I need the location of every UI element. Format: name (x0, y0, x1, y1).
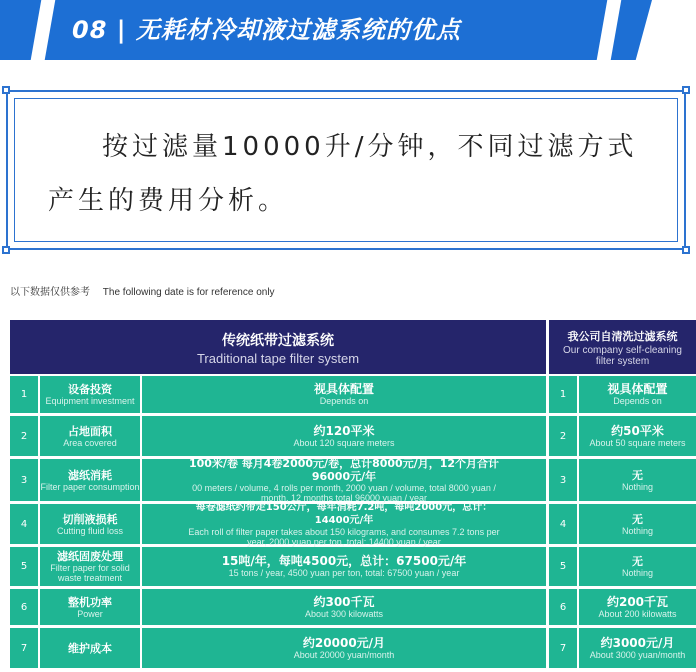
table-row (10, 416, 696, 456)
traditional-value-en: About 20000 yuan/month (293, 649, 395, 660)
row-number: 5 (10, 547, 38, 586)
item-cell (40, 416, 140, 456)
header-company-system (549, 320, 696, 374)
section-banner (0, 0, 696, 60)
company-value-cn: 约3000元/月 (600, 635, 675, 650)
row-number-right: 3 (549, 459, 577, 501)
item-en: Cutting fluid loss (56, 525, 124, 536)
row-number-right: 2 (549, 416, 577, 456)
row-number-right: 6 (549, 589, 577, 625)
company-value-cn: 约50平米 (611, 423, 664, 438)
traditional-value-cn: 15吨/年，每吨4500元，总计：67500元/年 (221, 554, 467, 568)
company-value-cn: 无 (632, 512, 643, 526)
company-value-en: Depends on (613, 396, 662, 406)
traditional-value-cell (142, 416, 546, 456)
header-right-en: Our company self-cleaning filter system (563, 345, 682, 367)
header-right-cn: 我公司自清洗过滤系统 (567, 330, 678, 343)
item-cn: 设备投资 (68, 383, 112, 396)
reference-note (10, 283, 285, 298)
row-number: 6 (10, 589, 38, 625)
row-number-right: 7 (549, 628, 577, 668)
company-value-cn: 无 (632, 555, 643, 568)
traditional-value-cn: 约120平米 (313, 423, 375, 438)
row-number-right: 5 (549, 547, 577, 586)
traditional-value-cell (142, 376, 546, 413)
traditional-value-en: Depends on (319, 396, 369, 406)
company-value-cn: 视具体配置 (607, 382, 668, 396)
reference-note-cn: 以下数据仅供参考 (10, 287, 90, 298)
row-number: 3 (10, 459, 38, 501)
traditional-value-cell (142, 502, 546, 547)
item-cn: 占地面积 (68, 424, 112, 438)
company-value-cell (579, 376, 696, 413)
traditional-value-cell (142, 459, 546, 501)
intro-box (6, 90, 686, 250)
company-value-en: Nothing (621, 525, 654, 536)
cost-comparison-table (10, 320, 696, 670)
traditional-value-cn: 约20000元/月 (302, 635, 386, 650)
table-row (10, 502, 696, 547)
traditional-value-en: 00 meters / volume, 4 rolls per month, 2000 yuan / volume, total 8000 yuan / month, 12 months total 96000 yuan / year (192, 483, 496, 503)
corner-marker-top-right (682, 86, 690, 94)
item-cn: 滤纸固废处理 (57, 550, 123, 563)
table-row (10, 376, 696, 413)
traditional-value-cell (142, 628, 546, 668)
company-value-en: About 200 kilowatts (598, 608, 677, 619)
item-cn: 滤纸消耗 (68, 468, 112, 482)
company-value-cn: 约200千瓦 (606, 594, 669, 609)
intro-text: 按过滤量10000升/分钟，不同过滤方式产生的费用分析。 (48, 132, 638, 216)
item-cell (40, 459, 140, 501)
company-value-cell (579, 547, 696, 586)
company-value-cell (579, 504, 696, 544)
item-en: Area covered (63, 437, 117, 448)
item-cell (40, 504, 140, 544)
item-cn: 切削液损耗 (62, 512, 118, 526)
header-left-cn: 传统纸带过滤系统 (222, 333, 334, 349)
traditional-value-cn: 每卷滤纸约带走150公斤，每年消耗7.2吨，每吨2000元，总计：14400元/年 (195, 502, 493, 526)
row-number-right: 4 (549, 504, 577, 544)
traditional-value-cn: 100米/卷 每月4卷2000元/卷，总计8000元/月，12个月合计96000元/年 (188, 457, 500, 483)
company-value-cell (579, 628, 696, 668)
item-cell (40, 547, 140, 586)
company-value-en: About 3000 yuan/month (589, 649, 686, 660)
item-en: Filter paper for solid waste treatment (50, 563, 130, 583)
item-en: Filter paper consumption (40, 481, 140, 492)
item-en: Power (77, 608, 103, 619)
banner-title: 08 | 无耗材冷却液过滤系统的优点 (72, 16, 461, 44)
item-cell (40, 376, 140, 413)
traditional-value-cell (142, 547, 546, 586)
corner-marker-bottom-right (682, 246, 690, 254)
item-en: Equipment investment (45, 396, 135, 406)
table-row (10, 459, 696, 501)
row-number: 4 (10, 504, 38, 544)
company-value-en: About 50 square meters (589, 437, 686, 448)
header-left-en: Traditional tape filter system (196, 351, 360, 366)
table-row (10, 589, 696, 625)
traditional-value-cell (142, 589, 546, 625)
traditional-value-en: 15 tons / year, 4500 yuan per ton, total: 67500 yuan / year (228, 568, 460, 578)
traditional-value-en: About 120 square meters (293, 437, 395, 448)
table-row (10, 547, 696, 586)
company-value-cn: 无 (632, 468, 643, 482)
traditional-value-en: About 300 kilowatts (304, 608, 384, 619)
row-number: 2 (10, 416, 38, 456)
company-value-cell (579, 459, 696, 501)
corner-marker-bottom-left (2, 246, 10, 254)
company-value-cell (579, 589, 696, 625)
company-value-en: Nothing (621, 568, 654, 578)
table-row (10, 628, 696, 668)
row-number: 7 (10, 628, 38, 668)
company-value-en: Nothing (621, 481, 654, 492)
header-traditional-system (10, 320, 546, 374)
corner-marker-top-left (2, 86, 10, 94)
traditional-value-cn: 约300千瓦 (313, 594, 375, 609)
traditional-value-cn: 视具体配置 (313, 382, 374, 396)
row-number-right: 1 (549, 376, 577, 413)
item-cn: 整机功率 (68, 595, 112, 609)
row-number: 1 (10, 376, 38, 413)
item-cell (40, 628, 140, 668)
reference-note-en: The following date is for reference only (102, 287, 275, 298)
traditional-value-en: Each roll of filter paper takes about 150 kilograms, and consumes 7.2 tons per year, 2000 yuan per ton, total: 14400 yuan / year (188, 527, 500, 547)
company-value-cell (579, 416, 696, 456)
item-cell (40, 589, 140, 625)
item-cn: 维护成本 (68, 641, 112, 655)
